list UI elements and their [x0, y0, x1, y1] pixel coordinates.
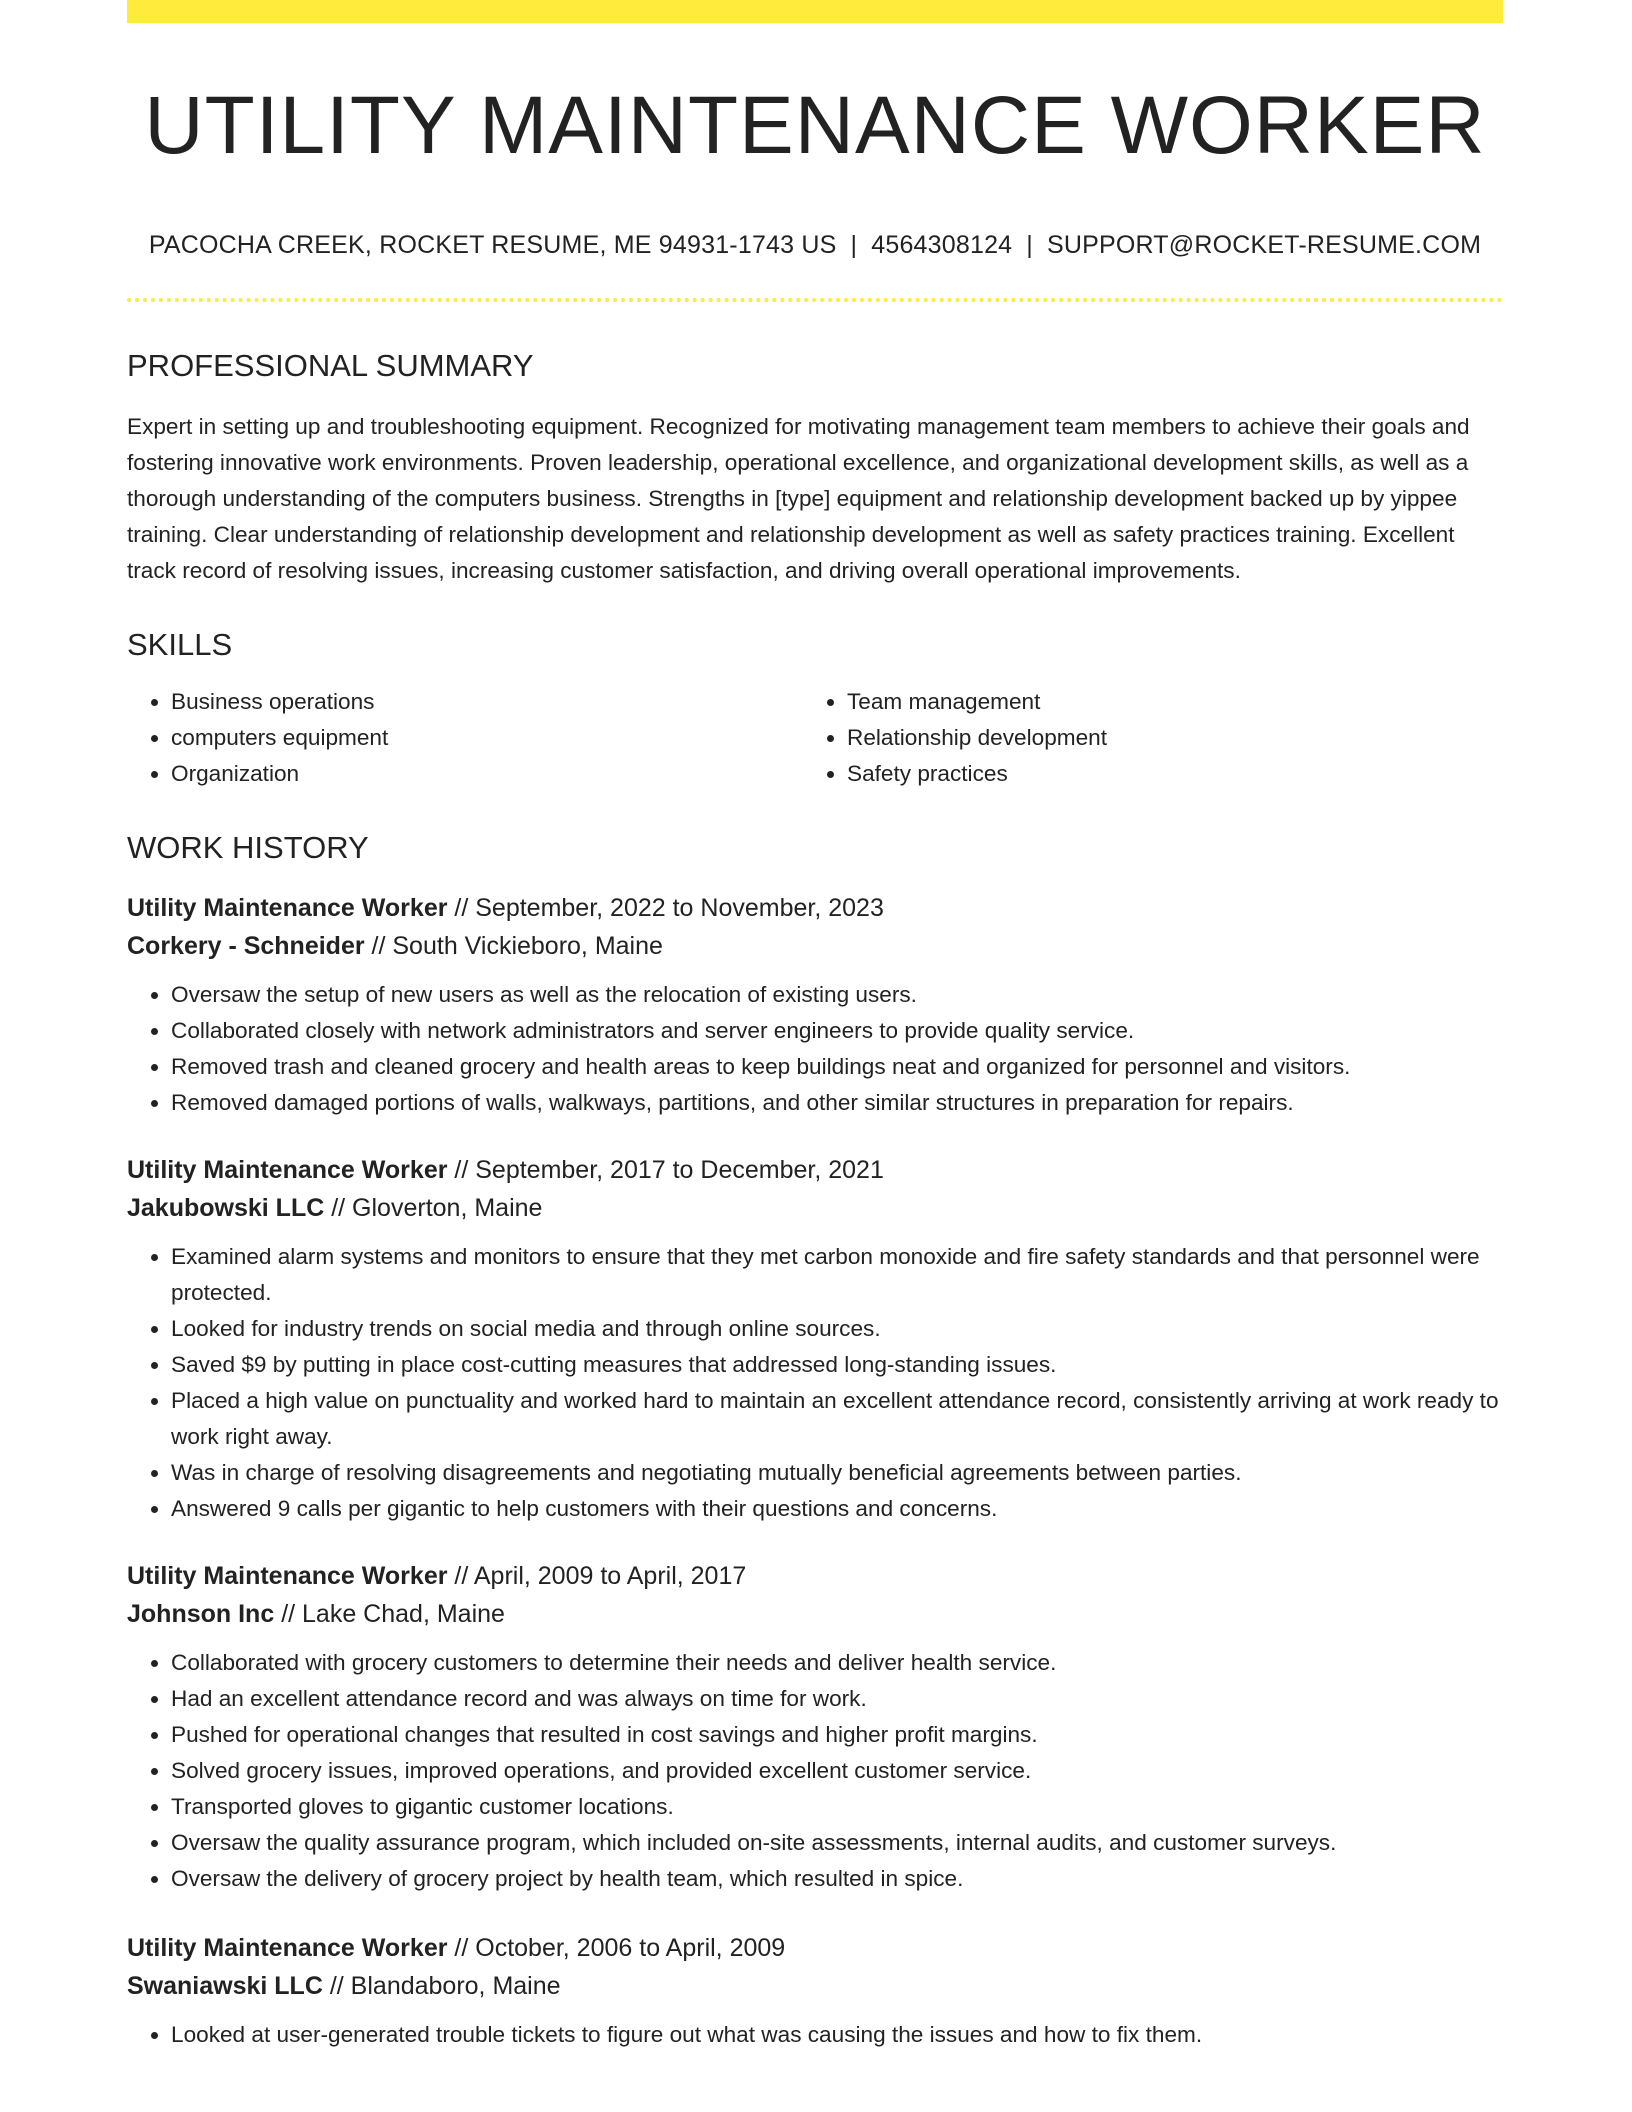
- contact-line: [127, 233, 1503, 258]
- skills-heading: SKILLS: [127, 627, 233, 662]
- job-bullet: • Was in charge of resolving disagreements and negotiating mutually beneficial agreements between parties.: [171, 1455, 1503, 1491]
- contact-separator: |: [850, 231, 858, 259]
- work-history-heading: WORK HISTORY: [127, 830, 369, 865]
- job-bullets: [127, 1645, 1503, 1897]
- job-role: Utility Maintenance Worker: [127, 1562, 448, 1590]
- job-bullet: • Pushed for operational changes that resulted in cost savings and higher profit margins.: [171, 1717, 1503, 1753]
- job-company-line: [127, 927, 1503, 965]
- job-role: Utility Maintenance Worker: [127, 894, 448, 922]
- job-dates: // April, 2009 to April, 2017: [454, 1562, 747, 1590]
- contact-phone: 4564308124: [871, 231, 1013, 259]
- contact-email: SUPPORT@ROCKET-RESUME.COM: [1046, 231, 1482, 259]
- skill-item: • Business operations: [171, 684, 803, 720]
- job-company: Corkery - Schneider: [127, 932, 365, 960]
- job-company-line: [127, 1595, 1503, 1633]
- job-company: Johnson Inc: [127, 1600, 275, 1628]
- job-bullet: • Looked for industry trends on social media and through online sources.: [171, 1311, 1503, 1347]
- skill-item: • Team management: [847, 684, 1479, 720]
- job-entry: [127, 889, 1503, 1121]
- resume-name: UTILITY MAINTENANCE WORKER: [144, 80, 1486, 171]
- job-dates: // October, 2006 to April, 2009: [454, 1934, 786, 1962]
- job-bullet: • Solved grocery issues, improved operations, and provided excellent customer service.: [171, 1753, 1503, 1789]
- skills-column-left: [127, 684, 803, 792]
- job-title-line: [127, 1929, 1503, 1967]
- skill-item: • Organization: [171, 756, 803, 792]
- job-bullet: • Answered 9 calls per gigantic to help customers with their questions and concerns.: [171, 1491, 1503, 1527]
- job-bullet: • Transported gloves to gigantic customer locations.: [171, 1789, 1503, 1825]
- summary-text: Expert in setting up and troubleshooting equipment. Recognized for motivating management team members to achieve their goals and fostering innovative work environments. Proven leadership, operational excellence, and organizational development skills, as well as a thorough understanding of the computers business. Strengths in [type] equipment and relationship development backed up by yippee training. Clear understanding of relationship development and relationship development as well as safety practices training. Excellent track record of resolving issues, increasing customer satisfaction, and driving overall operational improvements.: [127, 414, 1470, 583]
- job-bullet: • Examined alarm systems and monitors to ensure that they met carbon monoxide and fire safety standards and that personnel were protected.: [171, 1239, 1503, 1311]
- contact-separator: |: [1026, 231, 1033, 259]
- job-bullet: • Collaborated closely with network administrators and server engineers to provide quality service.: [171, 1013, 1503, 1049]
- job-location: // South Vickieboro, Maine: [371, 932, 663, 960]
- dotted-divider: [127, 298, 1503, 302]
- job-company: Swaniawski LLC: [127, 1972, 323, 2000]
- job-dates: // September, 2022 to November, 2023: [454, 894, 884, 922]
- summary-heading: PROFESSIONAL SUMMARY: [127, 348, 534, 383]
- job-location: // Lake Chad, Maine: [281, 1600, 505, 1628]
- job-location: // Blandaboro, Maine: [329, 1972, 561, 2000]
- job-bullet: • Saved $9 by putting in place cost-cutting measures that addressed long-standing issues.: [171, 1347, 1503, 1383]
- job-title-line: [127, 1557, 1503, 1595]
- job-entry: [127, 1557, 1503, 1897]
- job-bullets: [127, 977, 1503, 1121]
- job-bullets: [127, 1239, 1503, 1527]
- skill-item: • Relationship development: [847, 720, 1479, 756]
- job-title-line: [127, 1151, 1503, 1189]
- skill-item: • computers equipment: [171, 720, 803, 756]
- contact-address: PACOCHA CREEK, ROCKET RESUME, ME 94931-1743 US: [148, 231, 837, 259]
- job-company-line: [127, 1967, 1503, 2005]
- job-location: // Gloverton, Maine: [331, 1194, 543, 1222]
- job-entry: [127, 1151, 1503, 1527]
- job-role: Utility Maintenance Worker: [127, 1934, 448, 1962]
- job-bullet: • Oversaw the delivery of grocery project by health team, which resulted in spice.: [171, 1861, 1503, 1897]
- job-bullets: [127, 2017, 1503, 2053]
- job-bullet: • Removed trash and cleaned grocery and health areas to keep buildings neat and organized for personnel and visitors.: [171, 1049, 1503, 1085]
- job-bullet: • Had an excellent attendance record and was always on time for work.: [171, 1681, 1503, 1717]
- skills-column-right: [803, 684, 1479, 792]
- job-bullet: • Oversaw the quality assurance program, which included on-site assessments, internal audits, and customer surveys.: [171, 1825, 1503, 1861]
- job-bullet: • Placed a high value on punctuality and worked hard to maintain an excellent attendance record, consistently arriving at work ready to work right away.: [171, 1383, 1503, 1455]
- job-dates: // September, 2017 to December, 2021: [454, 1156, 884, 1184]
- job-bullet: • Removed damaged portions of walls, walkways, partitions, and other similar structures in preparation for repairs.: [171, 1085, 1503, 1121]
- job-bullet: • Looked at user-generated trouble tickets to figure out what was causing the issues and how to fix them.: [171, 2017, 1503, 2053]
- job-entry: [127, 1929, 1503, 2053]
- job-role: Utility Maintenance Worker: [127, 1156, 448, 1184]
- job-bullet: • Collaborated with grocery customers to determine their needs and deliver health service.: [171, 1645, 1503, 1681]
- skill-item: • Safety practices: [847, 756, 1479, 792]
- resume-page: [127, 0, 1503, 2053]
- job-company-line: [127, 1189, 1503, 1227]
- job-title-line: [127, 889, 1503, 927]
- accent-bar: [127, 0, 1503, 23]
- job-bullet: • Oversaw the setup of new users as well as the relocation of existing users.: [171, 977, 1503, 1013]
- job-company: Jakubowski LLC: [127, 1194, 325, 1222]
- skills-list: [127, 684, 1503, 792]
